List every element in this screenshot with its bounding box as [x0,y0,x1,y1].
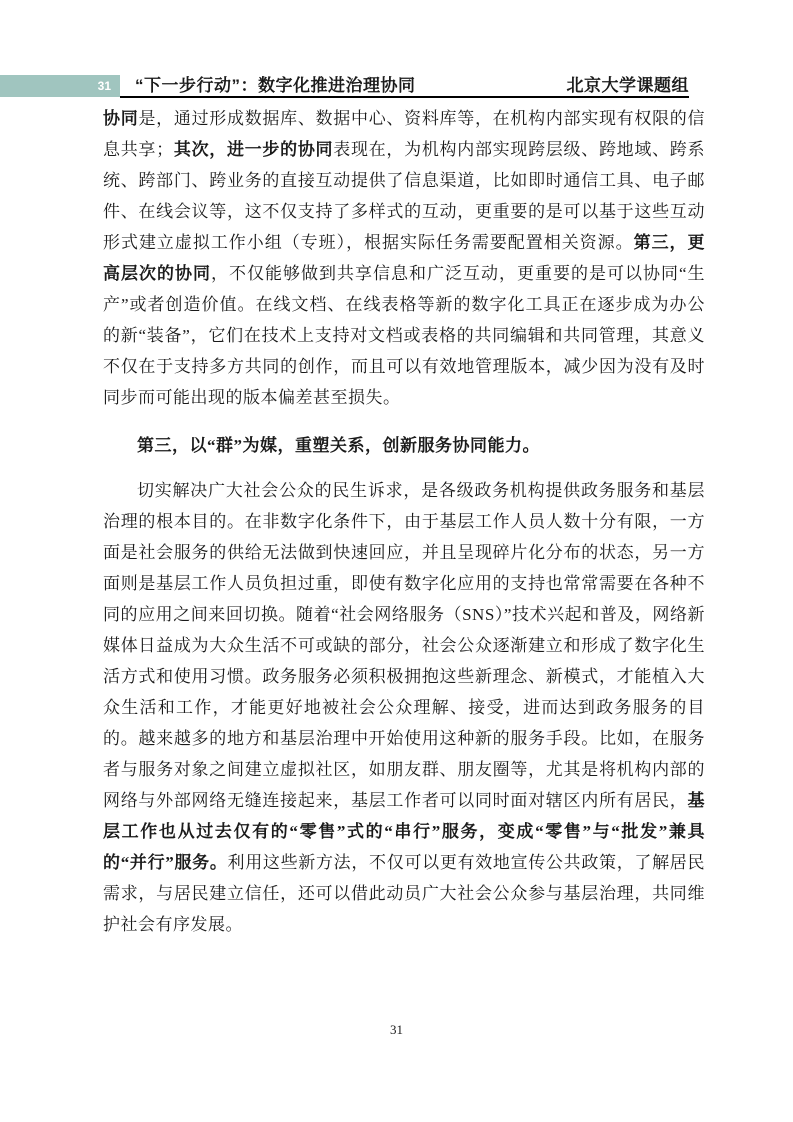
body-paragraph-collaboration [103,103,705,413]
text-run: 表现在，为机构内部实现跨层级、跨地域、跨系统、跨部门、跨业务的直接互动提供了信息渠道，比如即时通信工具、电子邮件、在线会议等，这不仅支持了多样式的互动，更重要的是可以基于这些互动形式建立虚拟工作小组（专班），根据实际任务需要配置相关资源。 [103,140,706,252]
text-run: 切实解决广大社会公众的民生诉求，是各级政务机构提供政务服务和基层治理的根本目的。在非数字化条件下，由于基层工作人员人数十分有限，一方面是社会服务的供给无法做到快速回应，并且呈现碎片化分布的状态，另一方面则是基层工作人员负担过重，即使有数字化应用的支持也常常需要在各种不同的应用之间来回切换。随着“社会网络服务（SNS）”技术兴起和普及，网络新媒体日益成为大众生活不可或缺的部分，社会公众逐渐建立和形成了数字化生活方式和使用习惯。政务服务必须积极拥抱这些新理念、新模式，才能植入大众生活和工作，才能更好地被社会公众理解、接受，进而达到政务服务的目的。越来越多的地方和基层治理中开始使用这种新的服务手段。比如，在服务者与服务对象之间建立虚拟社区，如朋友群、朋友圈等，尤其是将机构内部的网络与外部网络无缝连接起来，基层工作者可以同时面对辖区内所有居民， [103,481,705,810]
text-run: 利用这些新方法，不仅可以更有效地宣传公共政策，了解居民需求，与居民建立信任，还可以借此动员广大社会公众参与基层治理，共同维护社会有序发展。 [103,853,706,934]
text-run: ，不仅能够做到共享信息和广泛互动，更重要的是可以协同“生产”或者创造价值。在线文档、在线表格等新的数字化工具正在逐步成为办公的新“装备”，它们在技术上支持对文档或表格的共同编辑和共同管理，其意义不仅在于支持多方共同的创作，而且可以有效地管理版本，减少因为没有及时同步而可能出现的版本偏差甚至损失。 [103,264,706,407]
text-run-bold: 基层工作也从过去仅有的“零售”式的“串行”服务，变成“零售”与“批发”兼具的“并行”服务。 [103,791,705,872]
page-footer [0,1022,793,1038]
footer-page-number: 31 [390,1022,403,1037]
page-number-badge [0,75,120,97]
header-rule [120,96,689,98]
running-title: “下一步行动”：数字化推进治理协同 [135,76,416,95]
text-run-bold: 其次，进一步的协同 [173,140,334,159]
document-body [103,103,705,940]
text-run-bold: 第三，更高层次的协同 [103,233,706,283]
text-run: 是，通过形成数据库、数据中心、资料库等，在机构内部实现有权限的信息共享； [103,109,706,159]
body-paragraph-service [103,475,705,940]
section-heading [103,430,705,461]
text-run-bold: 协同 [103,109,139,128]
text-run-bold: 第三，以“群”为媒，重塑关系，创新服务协同能力。 [137,436,540,455]
running-affiliation: 北京大学课题组 [566,76,689,95]
page-number-badge-text: 31 [97,79,111,93]
